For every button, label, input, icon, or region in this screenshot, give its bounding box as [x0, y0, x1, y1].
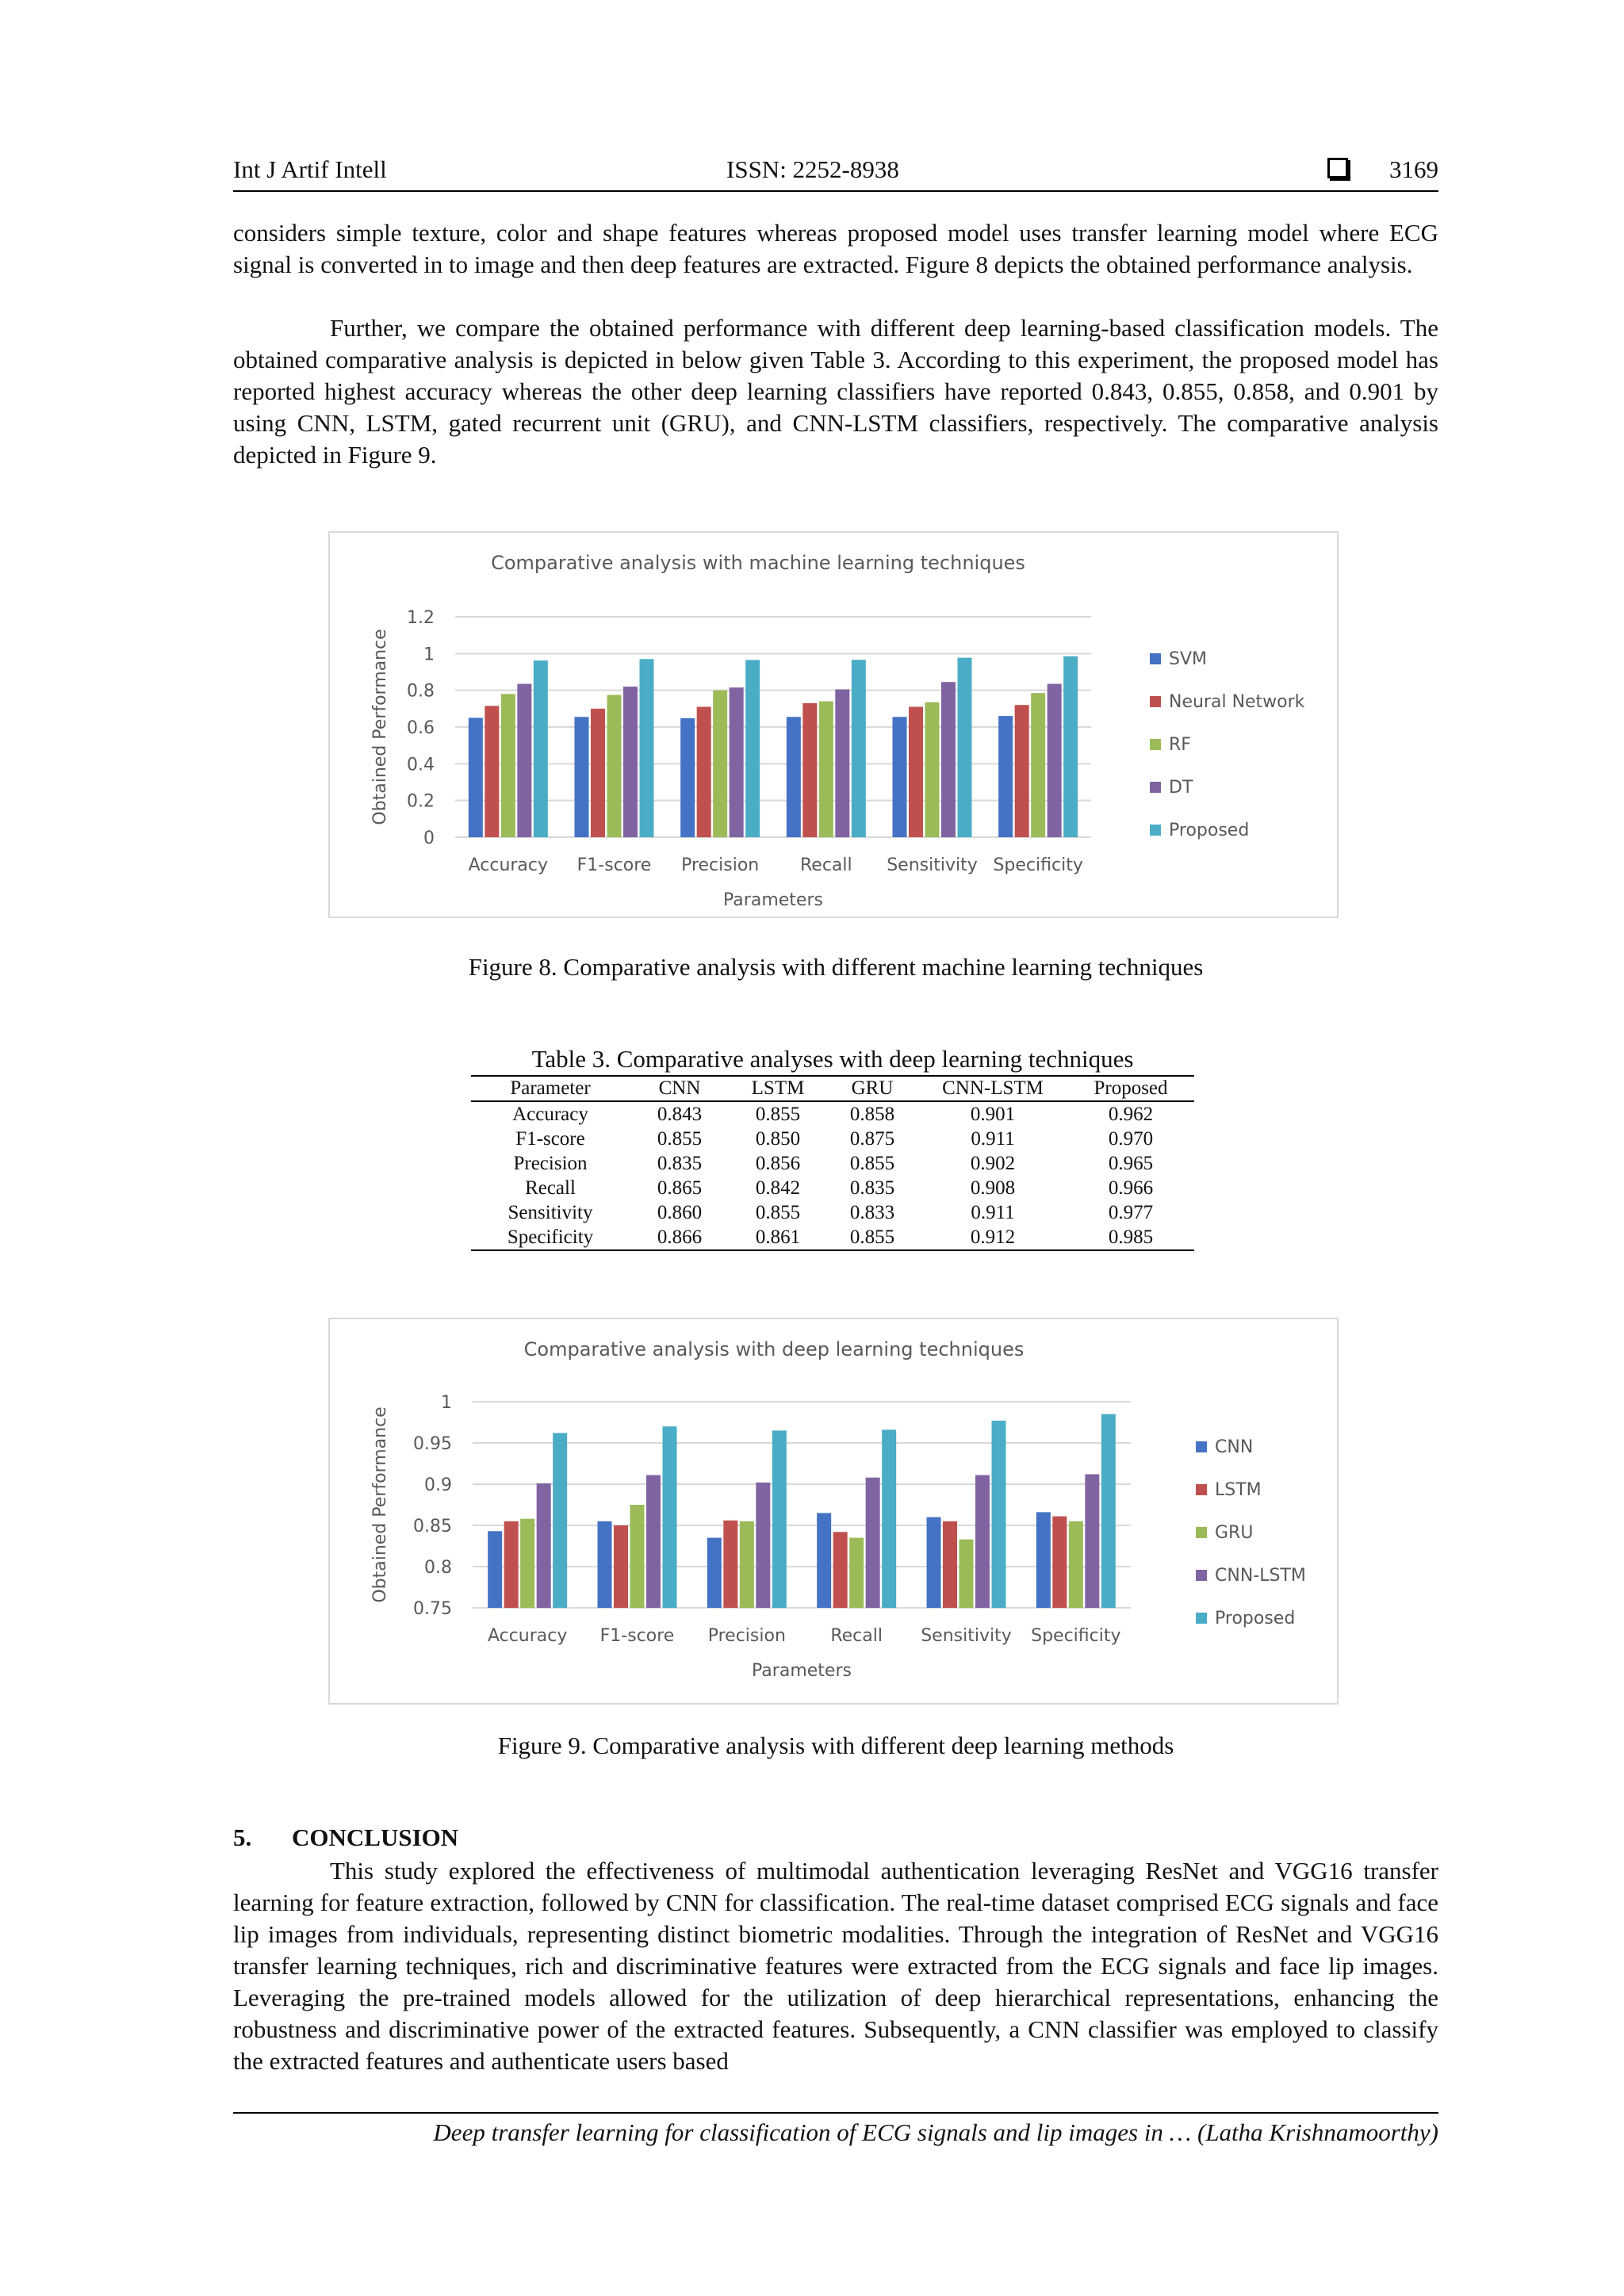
section-number: 5. [233, 1823, 252, 1851]
bar-gru [520, 1519, 534, 1608]
table-cell: 0.902 [970, 1153, 1016, 1174]
x-tick-label: Recall [830, 1626, 883, 1646]
y-tick-label: 0.85 [413, 1517, 452, 1536]
square-icon [1327, 158, 1348, 178]
y-tick-label: 0.2 [407, 791, 435, 812]
table-cell: 0.833 [849, 1202, 895, 1223]
table-cell: 0.835 [849, 1177, 895, 1199]
y-tick-label: 0.8 [424, 1558, 452, 1578]
table-cell: 0.966 [1108, 1177, 1154, 1199]
table-cell: 0.860 [657, 1202, 703, 1223]
table-cell: 0.911 [971, 1128, 1015, 1150]
bar-dt [941, 682, 956, 837]
legend-swatch [1150, 653, 1161, 664]
chart-title: Comparative analysis with machine learning techniques [491, 552, 1025, 574]
table-cell: 0.855 [755, 1202, 801, 1223]
bar-svm [680, 718, 695, 837]
legend-label: Proposed [1169, 821, 1250, 840]
col-header: CNN [630, 1076, 730, 1101]
bar-proposed [663, 1426, 677, 1608]
figure-9-caption: Figure 9. Comparative analysis with different deep learning methods [497, 1732, 1174, 1759]
table-row [471, 1176, 1194, 1200]
x-tick-label: Specificity [993, 855, 1083, 875]
page-number: 3169 [1389, 155, 1438, 183]
legend-label: GRU [1215, 1523, 1254, 1543]
table-cell: 0.962 [1108, 1104, 1154, 1125]
table-cell: Accuracy [512, 1104, 588, 1125]
bar-neural-network [1015, 705, 1029, 837]
bar-rf [1031, 693, 1045, 837]
y-tick-label: 0 [423, 828, 435, 848]
bar-dt [623, 687, 638, 837]
x-tick-label: Recall [800, 855, 852, 875]
table-cell: 0.865 [657, 1177, 703, 1199]
y-tick-label: 0.95 [413, 1434, 452, 1454]
bar-lstm [833, 1532, 848, 1608]
bar-dt [835, 690, 849, 837]
legend-label: RF [1169, 735, 1191, 755]
bar-cnn-lstm [756, 1483, 770, 1608]
bar-rf [713, 691, 727, 837]
y-tick-label: 1 [441, 1393, 452, 1413]
bar-proposed [1063, 656, 1078, 837]
legend-swatch [1150, 739, 1161, 750]
legend-swatch [1150, 782, 1161, 793]
bar-rf [501, 694, 515, 837]
table-row [471, 1200, 1194, 1225]
table-cell: Specificity [471, 1225, 630, 1250]
bar-proposed [958, 658, 972, 837]
x-tick-label: Sensitivity [921, 1626, 1012, 1646]
legend-label: CNN-LSTM [1215, 1566, 1306, 1586]
table-cell: 0.850 [755, 1128, 801, 1150]
bar-neural-network [909, 707, 923, 837]
bar-cnn [488, 1531, 502, 1608]
legend-label: SVM [1169, 649, 1207, 669]
table-cell: 0.855 [849, 1153, 895, 1174]
table-3 [471, 1045, 1194, 1251]
legend-label: CNN [1215, 1437, 1254, 1457]
bar-proposed [1101, 1414, 1116, 1608]
legend-swatch [1196, 1613, 1207, 1624]
y-tick-label: 0.8 [407, 681, 435, 702]
x-tick-label: Accuracy [468, 855, 549, 875]
legend-swatch [1150, 825, 1161, 836]
table-cell: 0.843 [657, 1104, 703, 1125]
y-tick-label: 0.9 [424, 1475, 452, 1495]
y-tick-label: 0.75 [413, 1599, 452, 1619]
y-tick-label: 1 [423, 645, 435, 665]
table-cell: 0.965 [1108, 1153, 1154, 1174]
table-cell: 0.901 [970, 1104, 1016, 1125]
bar-cnn [598, 1521, 612, 1608]
bar-lstm [504, 1521, 519, 1608]
bar-dt [1048, 684, 1062, 837]
bar-neural-network [485, 706, 499, 837]
bar-svm [893, 717, 907, 837]
bar-gru [959, 1540, 974, 1608]
bar-cnn [817, 1513, 831, 1608]
section-heading [233, 1823, 458, 1852]
figure-9-chart [330, 1319, 1337, 1703]
legend-swatch [1196, 1484, 1207, 1495]
table-cell: 0.855 [826, 1225, 918, 1250]
bar-gru [740, 1521, 754, 1608]
legend-label: LSTM [1215, 1480, 1262, 1500]
x-tick-label: Precision [681, 855, 760, 875]
x-tick-label: F1-score [599, 1626, 675, 1646]
figure-8-chart-frame [328, 531, 1339, 918]
bar-lstm [723, 1521, 737, 1608]
bar-gru [1069, 1521, 1083, 1608]
table-cell: 0.835 [657, 1153, 703, 1174]
x-tick-label: Sensitivity [887, 855, 978, 875]
bar-proposed [852, 660, 866, 837]
figure-9-chart-frame [328, 1318, 1339, 1705]
legend-swatch [1196, 1527, 1207, 1538]
table-cell: 0.856 [755, 1153, 801, 1174]
table-row [471, 1151, 1194, 1176]
table-cell: F1-score [515, 1128, 585, 1150]
journal-name: Int J Artif Intell [233, 155, 387, 183]
paragraph-1: considers simple texture, color and shape features whereas proposed model uses transfer learning model where ECG signal is converted in to image and then deep features are extracted. Figure 8 depicts the obtained performance analysis. [233, 219, 1438, 278]
footer-text: Deep transfer learning for classification of ECG signals and lip images in … (Latha Krishnamoorthy) [433, 2118, 1438, 2146]
bar-rf [925, 702, 940, 837]
table-cell: 0.911 [971, 1202, 1015, 1223]
table-cell: 0.861 [730, 1225, 826, 1250]
bar-lstm [943, 1521, 957, 1608]
legend-label: Neural Network [1169, 692, 1305, 712]
table-cell: 0.912 [918, 1225, 1067, 1250]
x-tick-label: Specificity [1031, 1626, 1121, 1646]
x-tick-label: Accuracy [487, 1626, 568, 1646]
paragraph-3: This study explored the effectiveness of multimodal authentication leveraging ResNet and VGG16 transfer learning for feature extraction, followed by CNN for classification. The real-time dataset comprised ECG signals and face lip images from individuals, representing distinct biometric modalities. Through the integration of ResNet and VGG16 transfer learning techniques, rich and discriminative features were extracted from the ECG signals and face lip images. Leveraging the pre-trained models allowed for the utilization of deep hierarchical representations, enhancing the robustness and discriminative power of the extracted features. Subsequently, a CNN classifier was employed to classify the extracted features and authenticate users based [233, 1857, 1438, 2075]
table-cell: 0.908 [970, 1177, 1016, 1199]
legend-swatch [1150, 696, 1161, 707]
col-header: LSTM [730, 1076, 826, 1101]
legend-label: Proposed [1215, 1609, 1296, 1628]
bar-cnn [927, 1517, 941, 1608]
x-tick-label: Precision [707, 1626, 786, 1646]
table-row [471, 1225, 1194, 1250]
bar-dt [730, 687, 744, 837]
bar-cnn-lstm [646, 1475, 661, 1608]
bar-neural-network [802, 703, 817, 837]
table-title: Table 3. Comparative analyses with deep learning techniques [531, 1045, 1134, 1073]
comparison-table [471, 1075, 1194, 1251]
table-header-row [471, 1076, 1194, 1101]
table-cell: 0.970 [1108, 1128, 1154, 1150]
table-cell: 0.875 [849, 1128, 895, 1150]
col-header: GRU [826, 1076, 918, 1101]
x-axis-label: Parameters [752, 1661, 852, 1681]
footer-rule [233, 2112, 1438, 2114]
legend-swatch [1196, 1570, 1207, 1581]
y-tick-label: 1.2 [407, 608, 435, 628]
page-header [233, 155, 1438, 192]
table-cell: Sensitivity [508, 1202, 593, 1223]
paragraph-2: Further, we compare the obtained performance with different deep learning-based classification models. The obtained comparative analysis is depicted in below given Table 3. According to this experiment, the proposed model has reported highest accuracy whereas the other deep learning classifiers have reported 0.843, 0.855, 0.858, and 0.901 by using CNN, LSTM, gated recurrent unit (GRU), and CNN-LSTM classifiers, respectively. The comparative analysis depicted in Figure 9. [233, 314, 1438, 469]
bar-proposed [640, 659, 654, 837]
figure-8-chart [330, 533, 1337, 916]
y-tick-label: 0.4 [407, 755, 435, 775]
chart-title: Comparative analysis with deep learning techniques [523, 1338, 1025, 1360]
bar-neural-network [697, 707, 711, 837]
bar-gru [849, 1538, 864, 1608]
y-axis-label: Obtained Performance [370, 629, 390, 825]
col-header: Proposed [1067, 1076, 1194, 1101]
bar-proposed [553, 1433, 567, 1608]
table-cell: 0.985 [1067, 1225, 1194, 1250]
page-number-area [1327, 155, 1438, 184]
bar-gru [630, 1505, 645, 1608]
bar-lstm [1052, 1517, 1067, 1608]
bar-cnn [707, 1538, 722, 1608]
table-cell: 0.855 [755, 1104, 801, 1125]
bar-cnn-lstm [975, 1475, 990, 1608]
bar-cnn-lstm [866, 1478, 880, 1608]
table-cell: 0.977 [1108, 1202, 1154, 1223]
bar-lstm [614, 1525, 628, 1608]
x-tick-label: F1-score [576, 855, 652, 875]
bar-svm [787, 717, 801, 837]
bar-proposed [992, 1421, 1006, 1608]
bar-rf [607, 695, 622, 837]
col-header: CNN-LSTM [918, 1076, 1067, 1101]
col-header: Parameter [471, 1076, 630, 1101]
table-cell: Recall [525, 1177, 576, 1199]
bar-svm [469, 718, 483, 837]
table-row [471, 1101, 1194, 1127]
bar-rf [819, 702, 833, 837]
table-row [471, 1127, 1194, 1151]
legend-label: DT [1169, 778, 1193, 798]
bar-dt [517, 684, 531, 837]
y-axis-label: Obtained Performance [370, 1406, 390, 1603]
table-cell: 0.858 [849, 1104, 895, 1125]
bar-proposed [772, 1430, 787, 1608]
issn: ISSN: 2252-8938 [726, 155, 899, 183]
bar-proposed [882, 1429, 896, 1608]
legend-swatch [1196, 1441, 1207, 1452]
bar-svm [575, 717, 589, 837]
x-axis-label: Parameters [723, 890, 823, 910]
bar-cnn [1036, 1512, 1051, 1608]
bar-svm [998, 716, 1013, 837]
bar-proposed [534, 660, 548, 837]
bar-cnn-lstm [537, 1483, 551, 1608]
bar-cnn-lstm [1085, 1475, 1099, 1608]
table-cell: Precision [513, 1153, 588, 1174]
table-cell: 0.866 [630, 1225, 730, 1250]
figure-8-caption: Figure 8. Comparative analysis with different machine learning techniques [468, 953, 1204, 981]
bar-proposed [745, 660, 760, 837]
bar-neural-network [591, 709, 605, 837]
table-cell: 0.842 [755, 1177, 801, 1199]
y-tick-label: 0.6 [407, 718, 435, 738]
table-cell: 0.855 [657, 1128, 703, 1150]
section-title: CONCLUSION [292, 1823, 459, 1851]
